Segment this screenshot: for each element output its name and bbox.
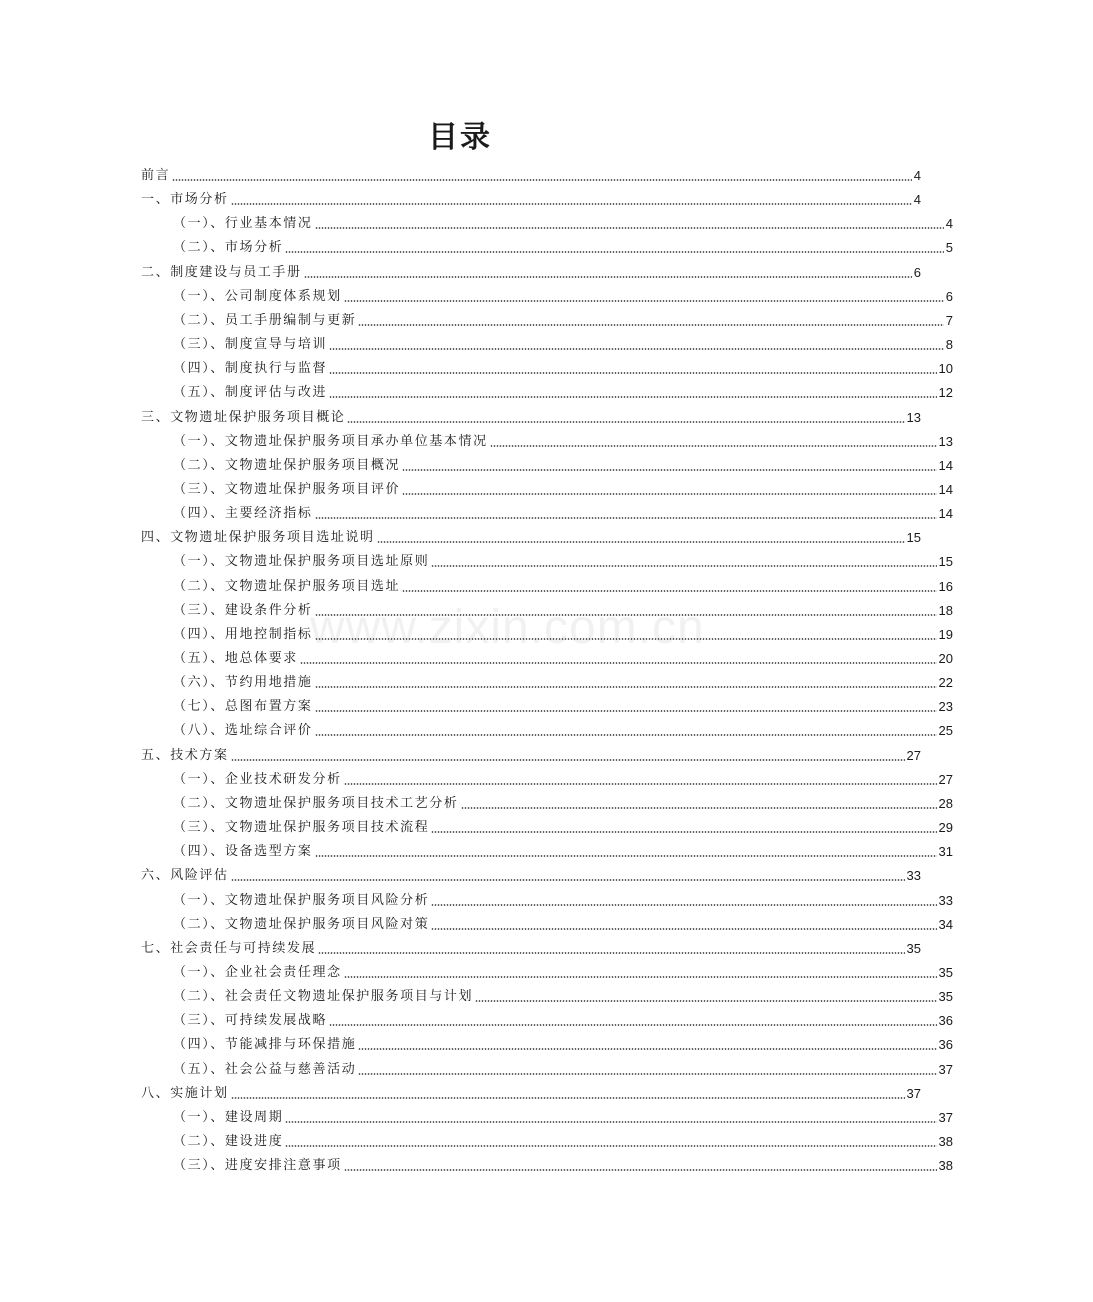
toc-entry-page-number: 33 [938, 892, 953, 908]
toc-entry-page-number: 35 [938, 989, 953, 1005]
dot-leader [285, 251, 943, 253]
toc-entry[interactable] [0, 933, 1061, 957]
toc-entry-page-number: 16 [938, 578, 953, 594]
toc-entry-page-number: 15 [938, 554, 953, 570]
dot-leader [315, 227, 944, 229]
toc-entry-page-number: 31 [938, 844, 953, 860]
toc-entry-page-number: 37 [906, 1085, 921, 1101]
toc-entry[interactable] [0, 691, 1093, 715]
dot-leader [231, 759, 905, 761]
toc-entry[interactable] [0, 715, 1093, 739]
dot-leader [315, 638, 937, 640]
toc-entry-page-number: 7 [945, 312, 953, 328]
toc-entry[interactable] [0, 1078, 1061, 1102]
dot-leader [300, 662, 937, 664]
dot-leader [377, 541, 905, 543]
toc-entry-label: （三）、可持续发展战略 [173, 1013, 328, 1029]
toc-entry[interactable] [0, 909, 1093, 933]
toc-entry[interactable] [0, 667, 1093, 691]
dot-leader [358, 1073, 936, 1075]
toc-entry-label: （一）、文物遗址保护服务项目风险分析 [173, 892, 430, 908]
toc-entry-page-number: 37 [938, 1109, 953, 1125]
toc-entry-page-number: 27 [906, 747, 921, 763]
toc-entry-page-number: 8 [945, 337, 953, 353]
toc-entry-page-number: 6 [945, 288, 953, 304]
dot-leader [304, 276, 912, 278]
dot-leader [315, 614, 937, 616]
toc-entry[interactable] [0, 571, 1093, 595]
toc-entry[interactable] [0, 619, 1093, 643]
toc-entry[interactable] [0, 788, 1093, 812]
toc-entry[interactable] [0, 426, 1093, 450]
toc-entry-label: （二）、建设进度 [173, 1134, 284, 1149]
toc-entry[interactable] [0, 1005, 1093, 1029]
toc-entry-page-number: 14 [938, 481, 953, 497]
dot-leader [231, 1097, 905, 1099]
dot-leader [431, 904, 936, 906]
toc-entry[interactable] [0, 450, 1093, 474]
toc-entry[interactable] [0, 402, 1061, 426]
toc-entry[interactable] [0, 1126, 1093, 1150]
dot-leader [347, 421, 904, 423]
toc-entry[interactable] [0, 740, 1061, 764]
toc-entry-label: （二）、文物遗址保护服务项目风险对策 [173, 916, 430, 932]
dot-leader [172, 179, 912, 181]
toc-entry-label: （四）、设备选型方案 [173, 844, 313, 860]
toc-entry-page-number: 38 [938, 1158, 953, 1174]
toc-entry[interactable] [0, 377, 1093, 401]
dot-leader [315, 517, 937, 519]
toc-entry-label: （一）、行业基本情况 [173, 216, 313, 232]
toc-entry-label: （三）、文物遗址保护服务项目技术流程 [173, 820, 430, 836]
toc-entry[interactable] [0, 836, 1093, 860]
toc-entry[interactable] [0, 498, 1093, 522]
dot-leader [285, 1145, 936, 1147]
toc-entry-page-number: 10 [938, 361, 953, 377]
toc-entry-label: （一）、文物遗址保护服务项目选址原则 [173, 554, 430, 570]
toc-entry[interactable] [0, 643, 1093, 667]
dot-leader [285, 1121, 936, 1123]
dot-leader [315, 855, 937, 857]
toc-entry-page-number: 33 [906, 868, 921, 884]
dot-leader [358, 324, 943, 326]
dot-leader [329, 372, 936, 374]
toc-entry-label: 四、文物遗址保护服务项目选址说明 [141, 530, 375, 546]
toc-entry-page-number: 13 [938, 433, 953, 449]
toc-entry-label: （三）、进度安排注意事项 [173, 1158, 342, 1174]
toc-entry-label: （二）、社会责任文物遗址保护服务项目与计划 [173, 989, 474, 1005]
dot-leader [231, 203, 912, 205]
dot-leader [315, 710, 937, 712]
toc-entry-label: （五）、地总体要求 [173, 651, 298, 666]
toc-entry[interactable] [0, 353, 1093, 377]
dot-leader [231, 879, 905, 881]
toc-entry-label: 三、文物遗址保护服务项目概论 [141, 409, 346, 425]
toc-entry-label: （一）、文物遗址保护服务项目承办单位基本情况 [173, 433, 488, 449]
toc-entry-page-number: 25 [938, 723, 953, 739]
toc-entry[interactable] [0, 981, 1093, 1005]
toc-entry-label: （四）、制度执行与监督 [173, 361, 328, 377]
toc-entry-page-number: 23 [938, 699, 953, 715]
toc-entry-label: 一、市场分析 [141, 192, 229, 208]
toc-entry-page-number: 4 [945, 216, 953, 232]
dot-leader [431, 928, 936, 930]
toc-entry-label: 八、实施计划 [141, 1085, 229, 1101]
toc-entry[interactable] [0, 329, 1093, 353]
toc-entry-page-number: 38 [938, 1134, 953, 1149]
toc-entry-page-number: 27 [938, 771, 953, 787]
toc-entry-label: （八）、选址综合评价 [173, 723, 313, 739]
toc-entry-page-number: 36 [938, 1037, 953, 1053]
toc-entry-label: （二）、文物遗址保护服务项目概况 [173, 457, 401, 473]
dot-leader [461, 807, 937, 809]
toc-entry-label: （六）、节约用地措施 [173, 675, 313, 691]
toc-entry-label: （三）、建设条件分析 [173, 602, 313, 618]
toc-entry-label: （二）、文物遗址保护服务项目技术工艺分析 [173, 795, 459, 811]
toc-entry-page-number: 28 [938, 795, 953, 811]
toc-entry-label: （三）、制度宣导与培训 [173, 337, 328, 353]
toc-entry-label: （七）、总图布置方案 [173, 699, 313, 715]
toc-entry-label: （二）、员工手册编制与更新 [173, 312, 357, 328]
dot-leader [358, 1048, 936, 1050]
toc-entry-label: （一）、公司制度体系规划 [173, 288, 342, 304]
dot-leader [329, 348, 944, 350]
toc-entry[interactable] [0, 764, 1093, 788]
dot-leader [315, 734, 937, 736]
toc-entry-page-number: 4 [913, 168, 921, 183]
toc-entry-page-number: 35 [906, 940, 921, 956]
toc-entry[interactable] [0, 1029, 1093, 1053]
toc-entry-page-number: 6 [913, 264, 921, 280]
toc-entry-label: （四）、主要经济指标 [173, 506, 313, 522]
toc-entry-page-number: 4 [913, 192, 921, 208]
toc-entry-label: （一）、企业社会责任理念 [173, 964, 342, 980]
toc-entry[interactable] [0, 595, 1093, 619]
toc-entry-page-number: 14 [938, 506, 953, 522]
dot-leader [402, 590, 936, 592]
toc-entry[interactable] [0, 546, 1093, 570]
toc-entry-label: （四）、节能减排与环保措施 [173, 1037, 357, 1053]
toc-entry-page-number: 29 [938, 820, 953, 836]
toc-entry-label: （五）、制度评估与改进 [173, 385, 328, 401]
dot-leader [431, 831, 936, 833]
toc-entry-page-number: 35 [938, 964, 953, 980]
toc-entry-label: （五）、社会公益与慈善活动 [173, 1061, 357, 1077]
toc-entry[interactable] [0, 232, 1093, 256]
toc-entry-label: 五、技术方案 [141, 747, 229, 763]
toc-entry[interactable] [0, 1150, 1093, 1174]
toc-entry[interactable] [0, 812, 1093, 836]
toc-entry-label: （二）、市场分析 [173, 240, 284, 256]
toc-entry-label: （二）、文物遗址保护服务项目选址 [173, 578, 401, 594]
dot-leader [344, 1169, 937, 1171]
dot-leader [329, 1024, 936, 1026]
toc-entry-page-number: 13 [906, 409, 921, 425]
dot-leader [431, 565, 936, 567]
dot-leader [344, 976, 937, 978]
toc-entry[interactable] [0, 885, 1093, 909]
toc-entry[interactable] [0, 208, 1093, 232]
toc-entry-label: 二、制度建设与员工手册 [141, 264, 302, 280]
toc-title: 目录 [428, 120, 492, 155]
toc-entry[interactable] [0, 281, 1093, 305]
dot-leader [475, 1000, 936, 1002]
dot-leader [318, 952, 904, 954]
toc-entry[interactable] [0, 1102, 1093, 1126]
toc-entry[interactable] [0, 184, 1061, 208]
dot-leader [315, 686, 937, 688]
toc-entry[interactable] [0, 522, 1061, 546]
watermark: www.zixin.com.cn [310, 601, 705, 654]
dot-leader [344, 300, 944, 302]
dot-leader [402, 493, 936, 495]
toc-entry-page-number: 34 [938, 916, 953, 932]
toc-entry-page-number: 36 [938, 1013, 953, 1029]
toc-entry-label: （一）、建设周期 [173, 1109, 284, 1125]
toc-entry-page-number: 22 [938, 675, 953, 691]
toc-entry-label: （一）、企业技术研发分析 [173, 771, 342, 787]
toc-entry-page-number: 20 [938, 651, 953, 666]
toc-entry-label: 前言 [141, 168, 171, 183]
toc-entry[interactable] [0, 957, 1093, 981]
toc-entry-page-number: 14 [938, 457, 953, 473]
toc-entry-label: （四）、用地控制指标 [173, 626, 313, 642]
toc-entry[interactable] [0, 305, 1093, 329]
dot-leader [329, 396, 936, 398]
toc-entry-page-number: 18 [938, 602, 953, 618]
toc-entry-page-number: 19 [938, 626, 953, 642]
toc-entry-page-number: 15 [906, 530, 921, 546]
dot-leader [402, 469, 936, 471]
toc-entry-label: 六、风险评估 [141, 868, 229, 884]
toc-entry[interactable] [0, 860, 1061, 884]
toc-entry-page-number: 12 [938, 385, 953, 401]
toc-entry-label: 七、社会责任与可持续发展 [141, 940, 317, 956]
dot-leader [490, 445, 937, 447]
toc-entry-label: （三）、文物遗址保护服务项目评价 [173, 481, 401, 497]
dot-leader [344, 783, 937, 785]
toc-entry[interactable] [0, 474, 1093, 498]
toc-entry[interactable] [0, 257, 1061, 281]
toc-entry-page-number: 5 [945, 240, 953, 256]
toc-entry-page-number: 37 [938, 1061, 953, 1077]
toc-entry[interactable] [0, 160, 1061, 184]
toc-entry[interactable] [0, 1054, 1093, 1078]
